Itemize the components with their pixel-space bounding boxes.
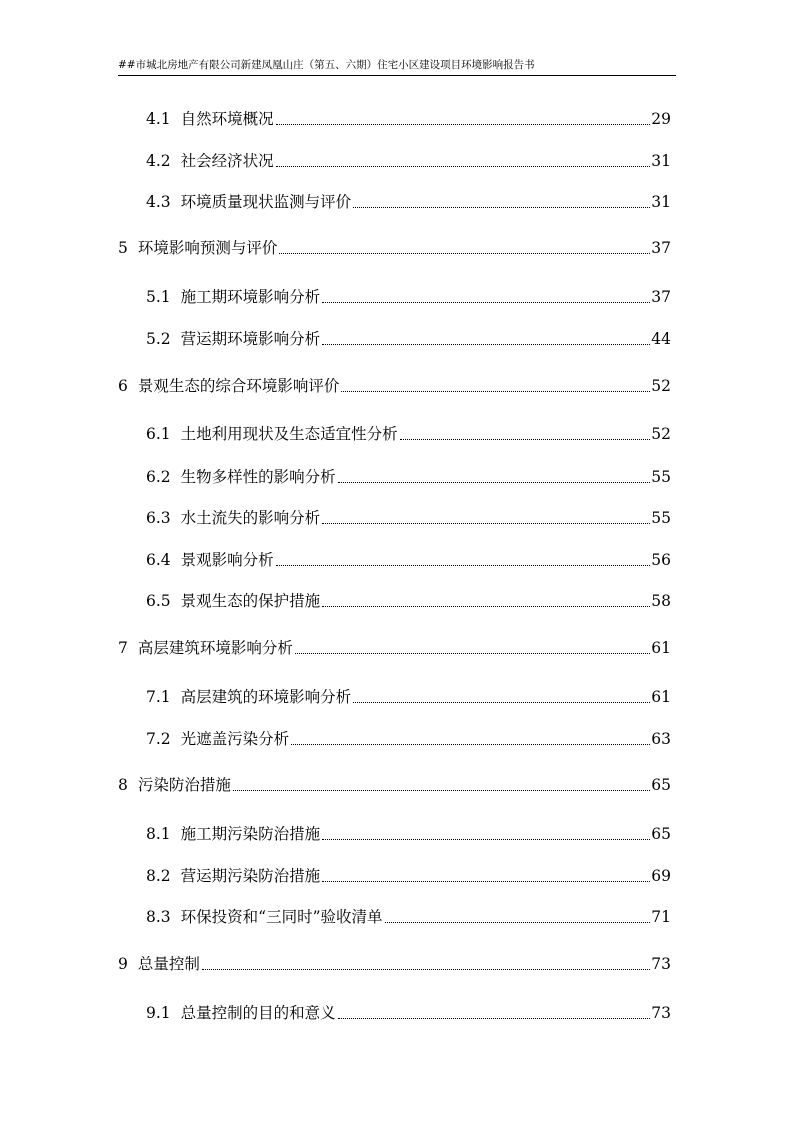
- toc-entry-page-number: 58: [651, 592, 671, 610]
- toc-dot-leader: [322, 839, 650, 840]
- toc-dot-leader: [322, 302, 650, 303]
- toc-dot-leader: [353, 702, 650, 703]
- toc-entry-number: 9: [118, 955, 128, 973]
- toc-entry-page-number: 61: [651, 688, 671, 706]
- toc-entry-title: 总量控制的目的和意义: [180, 1004, 336, 1022]
- toc-entry[interactable]: [146, 327, 671, 351]
- toc-dot-leader: [233, 790, 650, 791]
- toc-entry-number: 8.2: [146, 867, 171, 885]
- toc-dot-leader: [322, 523, 650, 524]
- toc-entry[interactable]: [146, 822, 671, 846]
- toc-entry-number: 8.1: [146, 825, 171, 843]
- toc-entry-title: 光遮盖污染分析: [180, 730, 290, 748]
- toc-entry-number: 8.3: [146, 908, 171, 926]
- toc-entry-number: 4.1: [146, 110, 171, 128]
- toc-entry-page-number: 31: [651, 193, 671, 211]
- toc-entry-page-number: 37: [651, 239, 671, 257]
- toc-entry-title: 高层建筑环境影响分析: [137, 639, 293, 657]
- toc-entry[interactable]: [146, 589, 671, 613]
- toc-entry[interactable]: [146, 1001, 671, 1025]
- toc-entry-page-number: 55: [651, 468, 671, 486]
- toc-entry-page-number: 61: [651, 639, 671, 657]
- toc-entry-title: 施工期环境影响分析: [180, 288, 321, 306]
- toc-entry-title: 环保投资和“三同时”验收清单: [180, 908, 383, 926]
- toc-entry-number: 5: [118, 239, 128, 257]
- toc-entry-page-number: 37: [651, 288, 671, 306]
- toc-dot-leader: [341, 391, 650, 392]
- toc-dot-leader: [322, 606, 650, 607]
- toc-dot-leader: [400, 439, 651, 440]
- toc-entry-title: 总量控制: [137, 955, 200, 973]
- toc-entry-page-number: 71: [651, 908, 671, 926]
- toc-entry-number: 6.1: [146, 425, 171, 443]
- toc-entry-number: 5.2: [146, 330, 171, 348]
- toc-entry-title: 高层建筑的环境影响分析: [180, 688, 352, 706]
- toc-entry[interactable]: [146, 864, 671, 888]
- toc-entry-title: 景观影响分析: [180, 551, 274, 569]
- toc-entry[interactable]: [146, 107, 671, 131]
- toc-entry-title: 景观生态的保护措施: [180, 592, 321, 610]
- toc-dot-leader: [338, 482, 651, 483]
- toc-entry[interactable]: [118, 236, 671, 260]
- toc-entry-page-number: 73: [651, 1004, 671, 1022]
- toc-entry-number: 8: [118, 776, 128, 794]
- toc-dot-leader: [385, 922, 651, 923]
- toc-entry-title: 生物多样性的影响分析: [180, 468, 336, 486]
- toc-entry[interactable]: [146, 905, 671, 929]
- toc-entry-page-number: 52: [651, 377, 671, 395]
- toc-entry-title: 营运期污染防治措施: [180, 867, 321, 885]
- toc-entry-number: 7.2: [146, 730, 171, 748]
- toc-dot-leader: [338, 1018, 651, 1019]
- toc-entry-number: 5.1: [146, 288, 171, 306]
- toc-entry-page-number: 69: [651, 867, 671, 885]
- toc-entry-number: 9.1: [146, 1004, 171, 1022]
- toc-entry[interactable]: [146, 285, 671, 309]
- toc-entry-number: 6: [118, 377, 128, 395]
- toc-entry[interactable]: [118, 952, 671, 976]
- toc-entry-title: 土地利用现状及生态适宜性分析: [180, 425, 398, 443]
- toc-entry[interactable]: [146, 727, 671, 751]
- toc-entry-page-number: 29: [651, 110, 671, 128]
- toc-entry[interactable]: [146, 422, 671, 446]
- toc-entry[interactable]: [118, 773, 671, 797]
- toc-entry-title: 环境质量现状监测与评价: [180, 193, 352, 211]
- toc-entry[interactable]: [146, 548, 671, 572]
- toc-entry-number: 4.2: [146, 152, 171, 170]
- toc-entry-title: 社会经济状况: [180, 152, 274, 170]
- toc-entry-title: 环境影响预测与评价: [137, 239, 278, 257]
- toc-entry[interactable]: [146, 506, 671, 530]
- toc-entry-page-number: 44: [651, 330, 671, 348]
- toc-entry-number: 6.3: [146, 509, 171, 527]
- toc-dot-leader: [295, 653, 650, 654]
- toc-entry-title: 水土流失的影响分析: [180, 509, 321, 527]
- toc-dot-leader: [276, 565, 651, 566]
- toc-entry-title: 污染防治措施: [137, 776, 231, 794]
- toc-entry-page-number: 56: [651, 551, 671, 569]
- toc-entry[interactable]: [118, 374, 671, 398]
- toc-entry-title: 自然环境概况: [180, 110, 274, 128]
- toc-dot-leader: [322, 344, 650, 345]
- toc-entry[interactable]: [118, 636, 671, 660]
- toc-entry-page-number: 31: [651, 152, 671, 170]
- toc-entry-number: 7: [118, 639, 128, 657]
- toc-entry[interactable]: [146, 465, 671, 489]
- toc-entry-title: 营运期环境影响分析: [180, 330, 321, 348]
- toc-dot-leader: [276, 166, 651, 167]
- toc-entry-page-number: 63: [651, 730, 671, 748]
- toc-entry-number: 7.1: [146, 688, 171, 706]
- toc-dot-leader: [291, 744, 650, 745]
- toc-entry-number: 6.2: [146, 468, 171, 486]
- toc-entry[interactable]: [146, 190, 671, 214]
- toc-entry-page-number: 52: [651, 425, 671, 443]
- toc-entry-page-number: 65: [651, 776, 671, 794]
- running-header: ##市城北房地产有限公司新建凤凰山庄（第五、六期）住宅小区建设项目环境影响报告书: [118, 59, 535, 71]
- toc-entry-number: 6.4: [146, 551, 171, 569]
- toc-entry[interactable]: [146, 149, 671, 173]
- toc-entry-page-number: 55: [651, 509, 671, 527]
- toc-entry[interactable]: [146, 685, 671, 709]
- toc-entry-number: 6.5: [146, 592, 171, 610]
- toc-dot-leader: [279, 253, 650, 254]
- toc-entry-title: 施工期污染防治措施: [180, 825, 321, 843]
- toc-entry-number: 4.3: [146, 193, 171, 211]
- toc-dot-leader: [353, 207, 650, 208]
- toc-dot-leader: [202, 969, 650, 970]
- toc-dot-leader: [276, 124, 651, 125]
- toc-entry-title: 景观生态的综合环境影响评价: [137, 377, 340, 395]
- toc-entry-page-number: 73: [651, 955, 671, 973]
- toc-dot-leader: [322, 881, 650, 882]
- toc-entry-page-number: 65: [651, 825, 671, 843]
